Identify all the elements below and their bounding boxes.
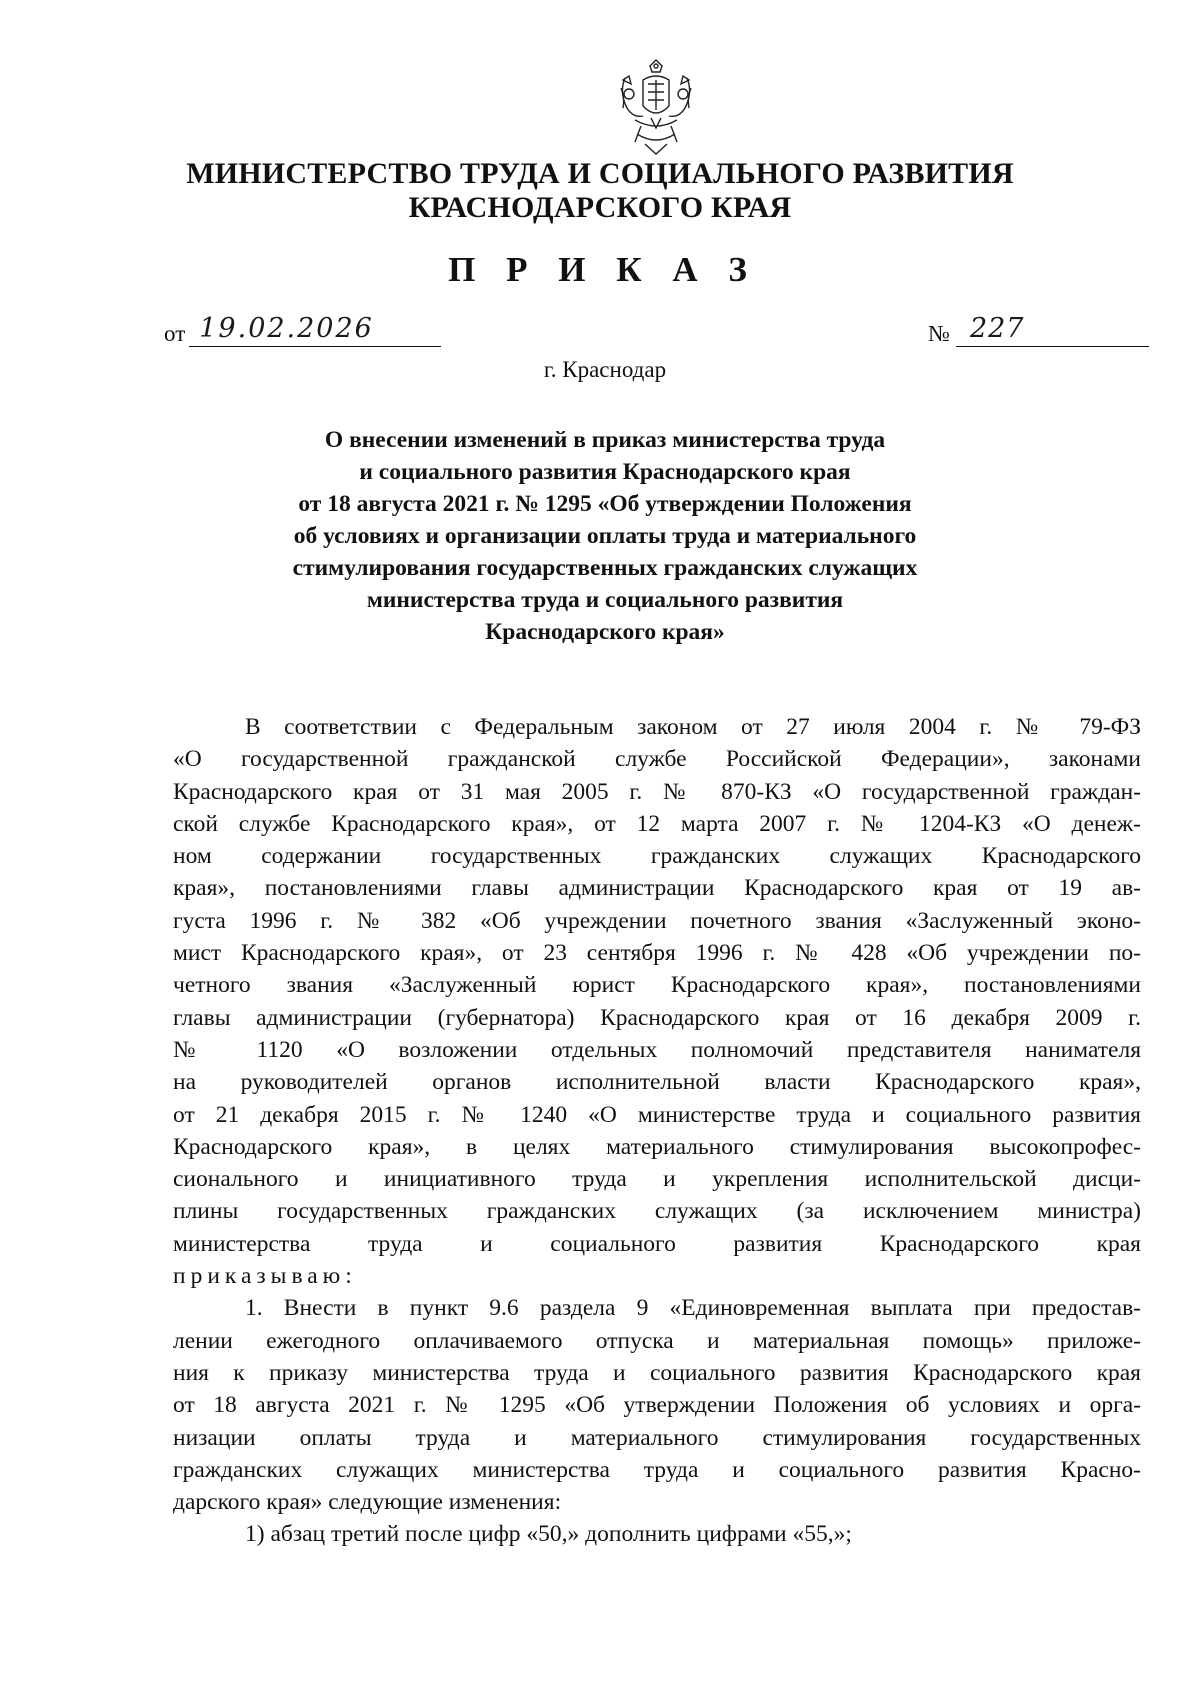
- body-line: края», постановлениями главы администрации Краснодарского края от 19 ав-: [173, 875, 1141, 902]
- subject-line: министерства труда и социального развития: [366, 587, 844, 613]
- subject-line: Краснодарского края»: [485, 619, 725, 645]
- subject-line: стимулирования государственных гражданских служащих: [292, 555, 918, 581]
- body-line: низации оплаты труда и материального стимулирования государственных: [173, 1424, 1141, 1451]
- body-line: ния к приказу министерства труда и социального развития Краснодарского края: [173, 1359, 1141, 1386]
- body-line: Краснодарского края», в целях материального стимулирования высокопрофес-: [173, 1133, 1141, 1160]
- subject-line: об условиях и организации оплаты труда и материального: [293, 523, 917, 549]
- body-line: 1. Внести в пункт 9.6 раздела 9 «Единовременная выплата при предостав-: [245, 1295, 1141, 1322]
- document-number: [928, 313, 1149, 347]
- body-line: ном содержании государственных гражданских служащих Краснодарского: [173, 843, 1141, 870]
- body-line: плины государственных гражданских служащих (за исключением министра): [173, 1198, 1141, 1225]
- body-line: министерства труда и социального развития Краснодарского края: [173, 1230, 1141, 1257]
- body-line: дарского края» следующие изменения:: [173, 1489, 562, 1516]
- body-line: «О государственной гражданской службе Российской Федерации», законами: [173, 746, 1141, 773]
- body-line: Краснодарского края от 31 мая 2005 г. № 870-КЗ «О государственной граждан-: [173, 778, 1141, 805]
- ministry-name-line2: КРАСНОДАРСКОГО КРАЯ: [408, 191, 792, 224]
- date-handwritten-value: 19.02.2026: [199, 313, 374, 344]
- number-field: [956, 313, 1149, 347]
- order-subject: [200, 424, 1010, 648]
- body-line: 1) абзац третий после цифр «50,» дополнить цифрами «55,»;: [245, 1521, 852, 1548]
- date-field: [189, 313, 441, 347]
- body-line: лении ежегодного оплачиваемого отпуска и материальная помощь» приложе-: [173, 1327, 1141, 1354]
- body-line: № 1120 «О возложении отдельных полномочий представителя нанимателя: [173, 1036, 1141, 1063]
- ministry-name-line1: МИНИСТЕРСТВО ТРУДА И СОЦИАЛЬНОГО РАЗВИТИЯ: [186, 157, 1014, 190]
- body-line: густа 1996 г. № 382 «Об учреждении почетного звания «Заслуженный эконо-: [173, 907, 1141, 934]
- document-type-title: П Р И К А З: [448, 250, 758, 289]
- city-of-issue: г. Краснодар: [543, 357, 667, 382]
- date-prefix: от: [164, 321, 186, 346]
- body-line: от 21 декабря 2015 г. № 1240 «О министерстве труда и социального развития: [173, 1101, 1141, 1128]
- body-line: В соответствии с Федеральным законом от 27 июля 2004 г. № 79-ФЗ: [245, 714, 1141, 740]
- subject-line: от 18 августа 2021 г. № 1295 «Об утверждении Положения: [298, 491, 912, 517]
- subject-line: О внесении изменений в приказ министерства труда: [324, 427, 886, 453]
- body-line: от 18 августа 2021 г. № 1295 «Об утверждении Положения об условиях и орга-: [173, 1392, 1141, 1419]
- subject-line: и социального развития Краснодарского края: [359, 459, 851, 485]
- body-line: сионального и инициативного труда и укрепления исполнительской дисци-: [173, 1166, 1141, 1193]
- number-prefix: №: [928, 321, 950, 346]
- body-line-decree: приказываю:: [173, 1263, 357, 1290]
- body-line: мист Краснодарского края», от 23 сентября 1996 г. № 428 «Об учреждении по-: [173, 940, 1141, 967]
- body-line: гражданских служащих министерства труда и социального развития Красно-: [173, 1456, 1141, 1483]
- coat-of-arms-icon: [615, 58, 697, 158]
- body-line: на руководителей органов исполнительной власти Краснодарского края»,: [173, 1069, 1141, 1096]
- number-handwritten-value: 227: [969, 313, 1025, 344]
- body-line: ской службе Краснодарского края», от 12 марта 2007 г. № 1204-КЗ «О денеж-: [173, 810, 1141, 837]
- document-date: [164, 313, 441, 347]
- body-line: четного звания «Заслуженный юрист Краснодарского края», постановлениями: [173, 972, 1141, 999]
- order-body: [173, 711, 1141, 1551]
- body-line: главы администрации (губернатора) Краснодарского края от 16 декабря 2009 г.: [173, 1004, 1141, 1031]
